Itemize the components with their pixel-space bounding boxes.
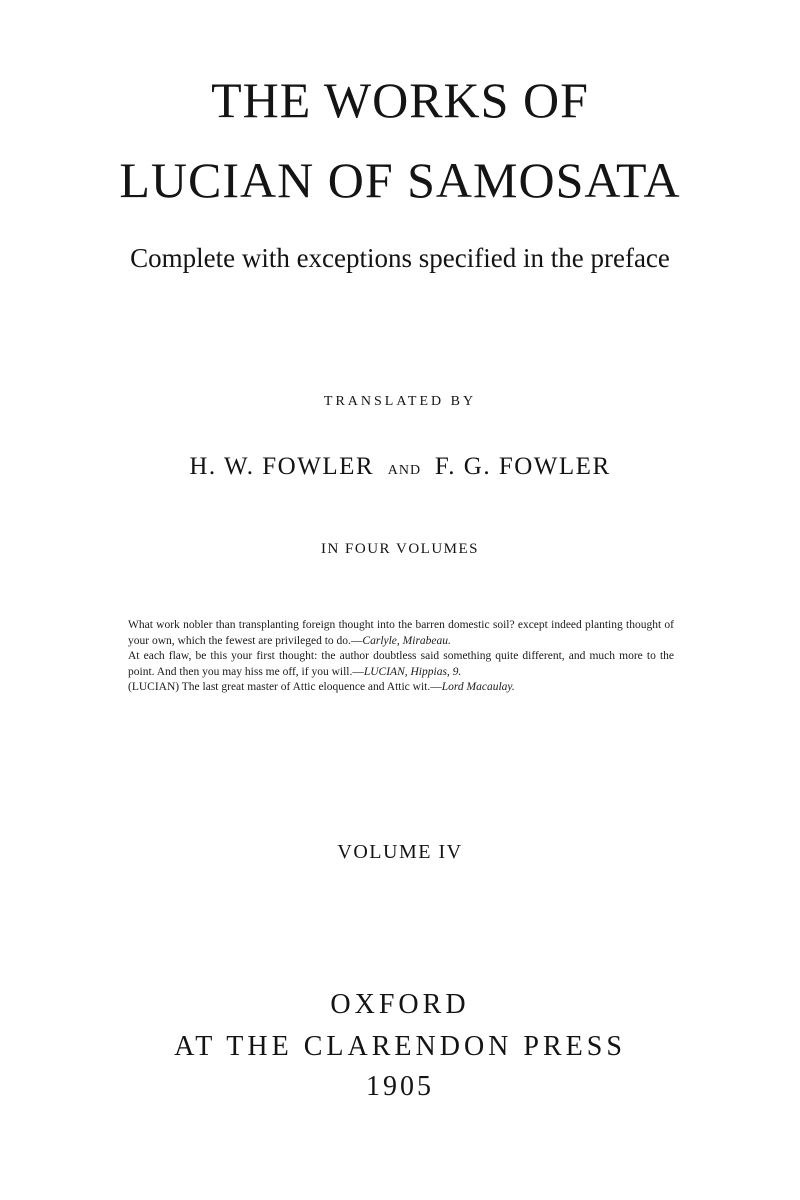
imprint-press: AT THE CLARENDON PRESS (174, 1031, 626, 1062)
epigraph-3-text: (LUCIAN) The last great master of Attic eloquence and Attic wit.— (128, 681, 442, 693)
volume-label: VOLUME IV (337, 841, 463, 863)
title-line-2: LUCIAN OF SAMOSATA (119, 152, 681, 208)
subtitle: Complete with exceptions specified in the preface (130, 243, 670, 273)
epigraph-1-attribution: Carlyle, Mirabeau. (362, 634, 451, 647)
epigraph-paragraph-3 (128, 680, 674, 696)
imprint-city: OXFORD (330, 989, 470, 1020)
title-line-1: THE WORKS OF (211, 72, 589, 128)
translators-line (0, 450, 800, 488)
translator-1: H. W. FOWLER (189, 453, 375, 480)
epigraph-1-text: What work nobler than transplanting foreign thought into the barren domestic soil? except indeed planting thought of your own, which the fewest are privileged to do.— (128, 619, 674, 647)
translator-2: F. G. FOWLER (434, 453, 611, 480)
epigraph-2-attribution: LUCIAN, Hippias, 9. (363, 665, 462, 678)
translated-by-label: TRANSLATED BY (323, 394, 477, 409)
imprint-year: 1905 (366, 1071, 434, 1102)
volumes-line: IN FOUR VOLUMES (320, 541, 480, 557)
epigraph-3-attribution: Lord Macaulay. (441, 681, 515, 693)
epigraph-block (128, 618, 674, 696)
translator-conjunction: AND (387, 463, 422, 478)
epigraph-2-text: At each flaw, be this your first thought: the author doubtless said something quite different, and much more to the point. And then you may hiss me off, if you will.— (128, 650, 674, 678)
epigraph-paragraph-2 (128, 649, 674, 680)
epigraph-paragraph-1 (128, 618, 674, 649)
